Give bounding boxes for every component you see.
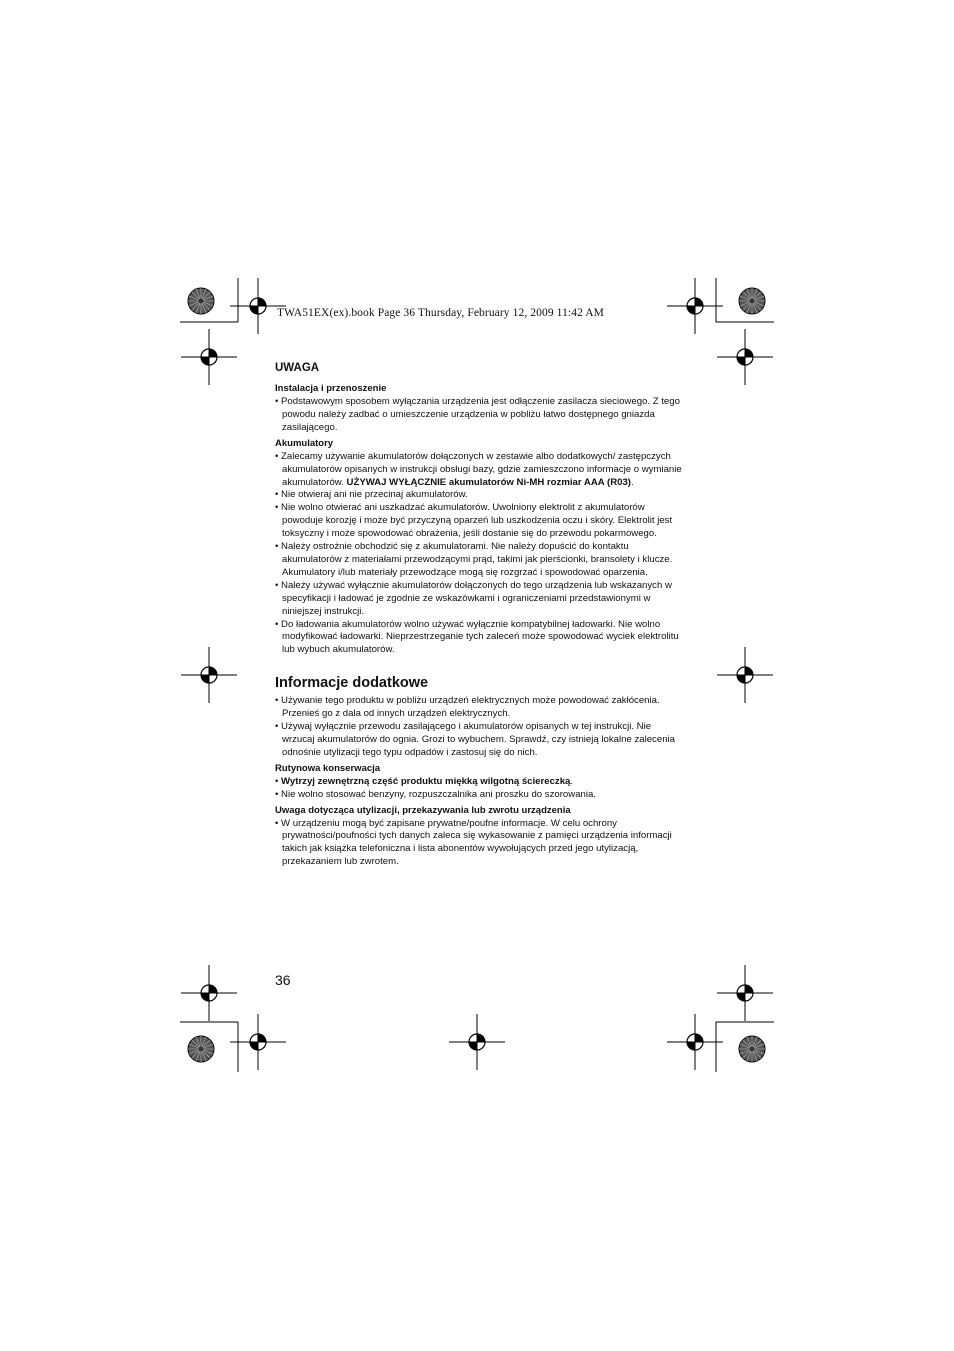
list-item: • Nie wolno otwierać ani uszkadzać akumulatorów. Uwolniony elektrolit z akumulatorów powoduje korozję i może być przyczyną oparzeń lub uszkodzenia oczu i skóry. Elektrolit jest toksyczny i może spowodować obrażenia, jeśli dostanie się do przewodu pokarmowego.	[275, 502, 673, 540]
list-item-text: • Zalecamy używanie akumulatorów dołączonych w zestawie albo dodatkowych/ zastępczych akumulatorów opisanych w instrukcji obsługi bazy, gdzie zamieszczono informacje o wymianie akumulatorów.	[275, 450, 682, 488]
registration-mark-bottom-center	[449, 1014, 505, 1070]
list-item-text: .	[570, 775, 574, 787]
subheading-utylizacja: Uwaga dotycząca utylizacji, przekazywania lub zwrotu urządzenia	[275, 804, 571, 816]
list-item-emphasis: Wytrzyj zewnętrzną część produktu miękką wilgotną ściereczką	[281, 775, 571, 787]
registration-mark-right-upper	[717, 329, 773, 385]
list-item: • Nie otwieraj ani nie przecinaj akumulatorów.	[275, 489, 468, 501]
list-item: • Należy ostrożnie obchodzić się z akumulatorami. Nie należy dopuścić do kontaktu akumulatorów z materiałami przewodzącymi prąd, takimi jak pierścionki, bransolety i klucze. Akumulatory i/lub materiały przewodzące mogą się rozgrzać i spowodować oparzenia.	[275, 541, 673, 578]
list-item	[275, 451, 685, 490]
list-item: • Do ładowania akumulatorów wolno używać wyłącznie kompatybilnej ładowarki. Nie wolno modyfikować ładowarki. Nieprzestrzeganie tych zaleceń może spowodować wyciek elektrolitu lub wybuch akumulatorów.	[275, 618, 679, 656]
registration-mark-left-middle	[181, 647, 237, 703]
list-item	[275, 776, 685, 789]
page-number: 36	[275, 972, 291, 988]
star-target-bottom-right	[739, 1036, 765, 1062]
list-item: • Podstawowym sposobem wyłączania urządzenia jest odłączenie zasilacza sieciowego. Z tego powodu należy zadbać o umieszczenie urządzenia w pobliżu łatwo dostępnego gniazda zasilającego.	[275, 396, 680, 433]
list-item: • Należy używać wyłącznie akumulatorów dołączonych do tego urządzenia lub wskazanych w specyfikacji i ładować je zgodnie ze wskazówkami i ograniczeniami przedstawionymi w niniejszej instrukcji.	[275, 579, 672, 617]
list-item: • W urządzeniu mogą być zapisane prywatne/poufne informacje. W celu ochrony prywatności/poufności tych danych zaleca się wykasowanie z pamięci urządzenia informacji takich jak książka telefoniczna i lista abonentów wywołujących przed jego utylizacją, przekazaniem lub zwrotem.	[275, 817, 672, 868]
list-item: • Używaj wyłącznie przewodu zasilającego i akumulatorów opisanych w tej instrukcji. Nie wrzucaj akumulatorów do ognia. Grozi to wybuchem. Sprawdź, czy istnieją lokalne zalecenia odnośnie utylizacji tego typu odpadów i zastosuj się do nich.	[275, 721, 675, 758]
list-item-emphasis: UŻYWAJ WYŁĄCZNIE akumulatorów Ni-MH rozmiar AAA (R03)	[346, 476, 631, 488]
star-target-bottom-left	[188, 1036, 214, 1062]
registration-mark-left-upper	[181, 329, 237, 385]
list-item-text: •	[275, 775, 282, 787]
list-item-text: .	[630, 476, 634, 488]
registration-mark-top-right	[667, 278, 723, 334]
subheading-instalacja: Instalacja i przenoszenie	[275, 383, 387, 394]
star-target-top-right	[739, 288, 765, 314]
page-content	[275, 362, 685, 869]
registration-mark-right-lower	[717, 965, 773, 1021]
registration-mark-left-lower	[181, 965, 237, 1021]
subheading-akumulatory: Akumulatory	[275, 437, 334, 449]
registration-mark-right-middle	[717, 647, 773, 703]
registration-mark-bottom-right	[667, 1014, 723, 1070]
print-header: TWA51EX(ex).book Page 36 Thursday, February 12, 2009 11:42 AM	[277, 307, 604, 319]
subheading-rutynowa: Rutynowa konserwacja	[275, 762, 381, 774]
list-item: • Nie wolno stosować benzyny, rozpuszczalnika ani proszku do szorowania.	[275, 788, 596, 800]
list-item: • Używanie tego produktu w pobliżu urządzeń elektrycznych może powodować zakłócenia. Przenieś go z dala od innych urządzeń elektrycznych.	[275, 695, 660, 720]
star-target-top-left	[188, 288, 214, 314]
section-title-informacje: Informacje dodatkowe	[275, 675, 429, 692]
section-title-uwaga: UWAGA	[275, 362, 320, 374]
